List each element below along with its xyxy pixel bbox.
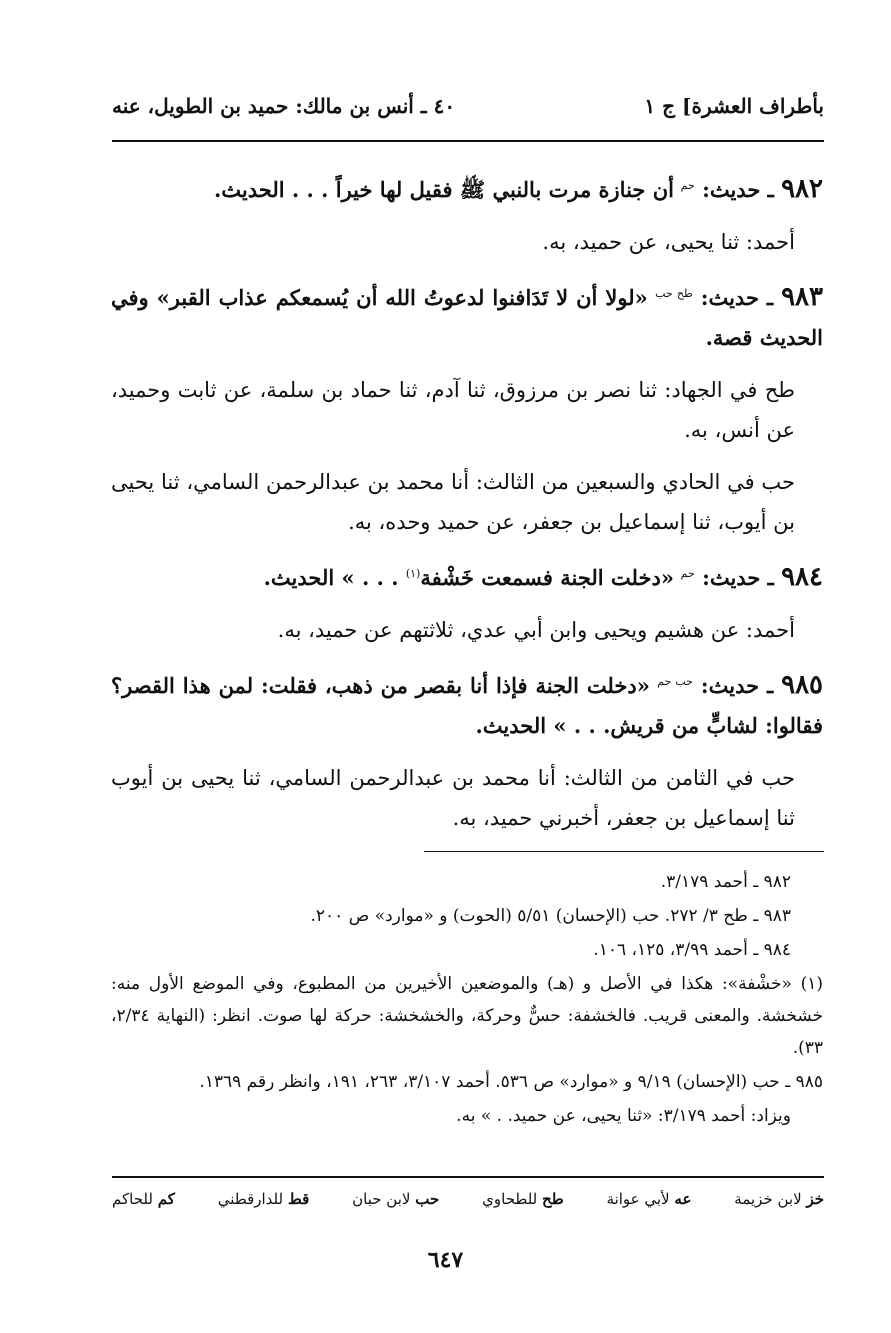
footnote: ٩٨٣ ـ طح ٣/ ٢٧٢. حب (الإحسان) ٥/٥١ (الحوت) و «موارد» ص ٢٠٠. (310, 906, 791, 926)
isnad-line: أحمد: ثنا يحيى، عن حميد، به. (542, 230, 795, 254)
entry-985 (111, 662, 823, 746)
source-marks: طح حب (655, 287, 693, 300)
abbrev-item: طح للطحاوي (482, 1190, 564, 1208)
entry-label: ـ حديث: (702, 565, 774, 590)
footnote-ref: (١) (405, 567, 421, 580)
footnote: ٩٨٢ ـ أحمد ٣/١٧٩. (660, 872, 791, 892)
entry-982 (111, 166, 823, 210)
isnad-line: حب في الثامن من الثالث: أنا محمد بن عبدالرحمن السامي، ثنا يحيى بن أيوب ثنا إسماعيل بن جعفر، أخبرني حميد، به. (111, 766, 795, 830)
hadith-text: «دخلت الجنة فإذا أنا بقصر من ذهب، فقلت: لمن هذا القصر؟ فقالوا: لشابٍّ من قريش. . . » الحديث. (111, 673, 823, 738)
hadith-text: أن جنازة مرت بالنبي ﷺ فقيل لها خيراً . . . الحديث. (213, 177, 674, 202)
entry-label: ـ حديث: (702, 177, 774, 202)
footnote: ويزاد: أحمد ٣/١٧٩: «ثنا يحيى، عن حميد. . » به. (456, 1106, 791, 1126)
isnad-line: طح في الجهاد: ثنا نصر بن مرزوق، ثنا آدم، ثنا حماد بن سلمة، عن ثابت وحميد، عن أنس، به. (111, 378, 795, 442)
entry-number: ٩٨٤ (781, 562, 823, 592)
abbrev-item: حب لابن حبان (352, 1190, 440, 1208)
entry-number: ٩٨٥ (781, 670, 824, 700)
entry-number: ٩٨٢ (781, 174, 823, 204)
isnad-line: أحمد: عن هشيم ويحيى وابن أبي عدي، ثلاثتهم عن حميد، به. (277, 618, 795, 642)
footnote: (١) «خشْفة»: هكذا في الأصل و (هـ) والموضعين الأخيرين من المطبوع، وفي الموضع الأول منه: خشخشة. والمعنى قريب. فالخشفة: حسٌّ وحركة، والخشخشة: حركة لها صوت. انظر: (النهاية ٢/٣٤، ٣٣). (111, 974, 823, 1058)
source-marks: حم (680, 567, 695, 580)
abbreviation-key (112, 1190, 824, 1208)
abbrev-item: خز لابن خزيمة (734, 1190, 824, 1208)
footnotes (111, 866, 823, 1134)
running-head-left: ٤٠ ـ أنس بن مالك: حميد بن الطويل، عنه (112, 94, 456, 118)
running-head (112, 86, 824, 126)
hadith-text-after: . . . » الحديث. (263, 565, 406, 590)
entry-number: ٩٨٣ (781, 282, 823, 312)
entry-label: ـ حديث: (700, 285, 774, 310)
abbrev-item: عه لأبي عوانة (606, 1190, 692, 1208)
entry-983 (111, 274, 823, 358)
abbrev-rule (112, 1176, 824, 1178)
page-number: ٦٤٧ (427, 1247, 464, 1273)
source-marks: حم (680, 179, 695, 192)
hadith-text: «لولا أن لا تَدَافنوا لدعوتُ الله أن يُسمعكم عذاب القبر» وفي الحديث قصة. (111, 285, 823, 350)
footnote-rule (424, 851, 824, 852)
running-head-right: بأطراف العشرة] ج ١ (644, 94, 824, 118)
hadith-text: «دخلت الجنة فسمعت خَشْفة (420, 565, 674, 590)
abbrev-item: كم للحاكم (112, 1190, 175, 1208)
main-text (111, 166, 823, 850)
footnote: ٩٨٥ ـ حب (الإحسان) ٩/١٩ و «موارد» ص ٥٣٦. أحمد ٣/١٠٧، ٢٦٣، ١٩١، وانظر رقم ١٣٦٩. (199, 1072, 823, 1092)
entry-label: ـ حديث: (700, 673, 774, 698)
isnad-line: حب في الحادي والسبعين من الثالث: أنا محمد بن عبدالرحمن السامي، ثنا يحيى بن أيوب، ثنا إسماعيل بن جعفر، عن حميد وحده، به. (111, 470, 795, 534)
source-marks: حب حم (657, 675, 693, 688)
footnote: ٩٨٤ ـ أحمد ٣/٩٩، ١٢٥، ١٠٦. (593, 940, 791, 960)
entry-984 (111, 554, 823, 598)
abbrev-item: قط للدارقطني (217, 1190, 310, 1208)
header-rule (112, 140, 824, 142)
